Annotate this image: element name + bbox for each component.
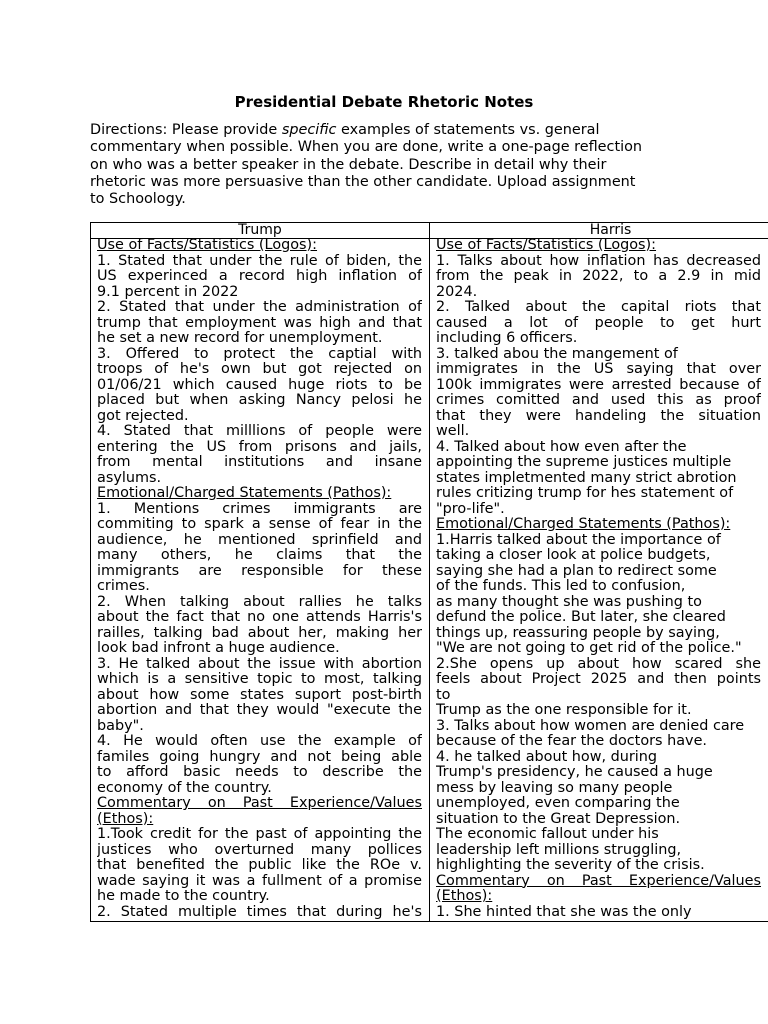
- note-line: 2024.: [436, 283, 478, 300]
- note-line: immigrants are responsible for these: [97, 562, 422, 579]
- section-heading: Emotional/Charged Statements (Pathos):: [97, 485, 392, 501]
- directions-line: commentary when possible. When you are done, write a one-page reflection: [90, 139, 643, 156]
- note-line: about the fact that no one attends Harris's: [97, 609, 422, 625]
- note-line: which is a sensitive topic to most, talking: [97, 671, 422, 687]
- note-line: 3. Offered to protect the captial with: [97, 345, 422, 362]
- note-line: 4. He would often use the example of: [97, 733, 422, 749]
- directions-paragraph: [90, 122, 690, 208]
- directions-line: rhetoric was more persuasive than the other candidate. Upload assignment: [90, 173, 636, 190]
- note-line: 3. talked abou the mangement of: [436, 345, 678, 362]
- note-line: highlighting the severity of the crisis.: [436, 857, 705, 873]
- note-line: justices who overturned many pollices: [97, 841, 422, 858]
- note-line: baby".: [97, 717, 144, 734]
- note-line: trump that employment was high and that: [97, 314, 422, 331]
- note-line: 2. Talked about the capital riots that: [436, 299, 761, 315]
- trump-notes-cell: [97, 238, 422, 920]
- note-line: crimes comitted and used this as proof: [436, 392, 761, 408]
- note-line: 1. Talks about how inflation has decreased: [436, 252, 761, 269]
- note-line: he made to the country.: [97, 888, 270, 904]
- note-line: 1.Harris talked about the importance of: [436, 531, 721, 548]
- note-line: taking a closer look at police budgets,: [436, 547, 711, 563]
- note-line: 3. Talks about how women are denied care: [436, 717, 745, 734]
- note-line: that they were handeling the situation: [436, 407, 761, 424]
- note-line: from mental institutions and insane: [97, 454, 422, 470]
- section-heading: (Ethos):: [436, 888, 493, 904]
- note-line: commiting to spark a sense of fear in the: [97, 516, 422, 532]
- note-line: from the peak in 2022, to a 2.9 in mid: [436, 268, 761, 284]
- note-line: feels about Project 2025 and then points: [436, 671, 761, 687]
- note-line: 1. She hinted that she was the only: [436, 903, 692, 920]
- notes-table: [90, 222, 768, 922]
- note-line: 4. Stated that milllions of people were: [97, 423, 422, 439]
- note-line: 9.1 percent in 2022: [97, 283, 239, 300]
- note-line: to: [436, 686, 451, 703]
- section-heading: Use of Facts/Statistics (Logos):: [97, 238, 318, 253]
- note-line: 1. Mentions crimes immigrants are: [97, 500, 422, 517]
- note-line: look bad infront a huge audience.: [97, 640, 340, 656]
- note-line: 01/06/21 which caused huge riots to be: [97, 376, 422, 393]
- note-line: The economic fallout under his: [436, 826, 659, 842]
- note-line: 1. Stated that under the rule of biden, the: [97, 252, 422, 269]
- note-line: familes going hungry and not being able: [97, 748, 422, 765]
- note-line: that benefited the public like the ROe v.: [97, 857, 422, 873]
- harris-notes-cell: [436, 238, 761, 920]
- note-line: Trump's presidency, he caused a huge: [436, 764, 713, 780]
- note-line: 2. Stated multiple times that during he's: [97, 903, 422, 920]
- section-heading: Emotional/Charged Statements (Pathos):: [436, 516, 731, 532]
- note-line: 4. Talked about how even after the: [436, 438, 687, 455]
- note-line: about how some states suport post-birth: [97, 686, 422, 703]
- note-line: 1.Took credit for the past of appointing the: [97, 826, 422, 842]
- note-line: Trump as the one responsible for it.: [436, 702, 692, 718]
- note-line: many others, he claims that the: [97, 547, 422, 563]
- section-heading: Use of Facts/Statistics (Logos):: [436, 238, 657, 253]
- note-line: defund the police. But later, she cleared: [436, 609, 726, 625]
- note-line: saying she had a plan to redirect some: [436, 562, 717, 579]
- note-line: wade saying it was a fullment of a promise: [97, 872, 422, 889]
- note-line: 3. He talked about the issue with abortion: [97, 655, 422, 672]
- note-line: 4. he talked about how, during: [436, 748, 658, 765]
- note-line: abortion and that they would "execute the: [97, 702, 422, 718]
- note-line: to afford basic needs to describe the: [97, 764, 422, 780]
- directions-line: to Schoology.: [90, 191, 186, 208]
- note-line: appointing the supreme justices multiple: [436, 454, 732, 470]
- column-divider: [429, 223, 430, 921]
- header-trump: Trump: [238, 222, 282, 238]
- note-line: including 6 officers.: [436, 330, 578, 346]
- section-heading: Commentary on Past Experience/Values: [97, 795, 422, 811]
- header-harris: Harris: [589, 222, 632, 238]
- note-line: "pro-life".: [436, 500, 505, 517]
- directions-line: on who was a better speaker in the debate. Describe in detail why their: [90, 156, 607, 173]
- note-line: well.: [436, 423, 470, 439]
- note-line: "We are not going to get rid of the police.": [436, 640, 742, 656]
- note-line: he set a new record for unemployment.: [97, 330, 383, 346]
- note-line: things up, reassuring people by saying,: [436, 624, 720, 641]
- note-line: situation to the Great Depression.: [436, 810, 681, 827]
- document-title: Presidential Debate Rhetoric Notes: [234, 93, 534, 111]
- note-line: troops of he's own but got rejected on: [97, 361, 422, 377]
- note-line: 100k immigrates were arrested because of: [436, 376, 761, 393]
- note-line: caused a lot of people to get hurt: [436, 314, 761, 331]
- directions-line: Directions: Please provide specific examples of statements vs. general: [90, 122, 600, 138]
- note-line: 2. Stated that under the administration of: [97, 299, 422, 315]
- note-line: railles, talking bad about her, making her: [97, 624, 422, 641]
- note-line: rules critizing trump for hes statement of: [436, 485, 734, 501]
- note-line: of the funds. This led to confusion,: [436, 578, 686, 594]
- note-line: economy of the country.: [97, 779, 272, 796]
- note-line: because of the fear the doctors have.: [436, 733, 707, 749]
- note-line: states impletmented many strict abrotion: [436, 469, 737, 486]
- note-line: US experinced a record high inflation of: [97, 268, 422, 284]
- note-line: placed but when asking Nancy pelosi he: [97, 392, 422, 408]
- note-line: immigrates in the US saying that over: [436, 361, 761, 377]
- note-line: got rejected.: [97, 407, 189, 424]
- note-line: unemployed, even comparing the: [436, 795, 680, 811]
- section-heading: (Ethos):: [97, 810, 154, 827]
- note-line: audience, he mentioned sprinfield and: [97, 531, 422, 548]
- note-line: asylums.: [97, 469, 162, 486]
- note-line: 2.She opens up about how scared she: [436, 655, 761, 672]
- note-line: leadership left millions struggling,: [436, 841, 682, 858]
- note-line: mess by leaving so many people: [436, 779, 673, 796]
- note-line: 2. When talking about rallies he talks: [97, 593, 422, 610]
- note-line: entering the US from prisons and jails,: [97, 438, 422, 455]
- note-line: crimes.: [97, 578, 150, 594]
- section-heading: Commentary on Past Experience/Values: [436, 872, 761, 889]
- note-line: as many thought she was pushing to: [436, 593, 702, 610]
